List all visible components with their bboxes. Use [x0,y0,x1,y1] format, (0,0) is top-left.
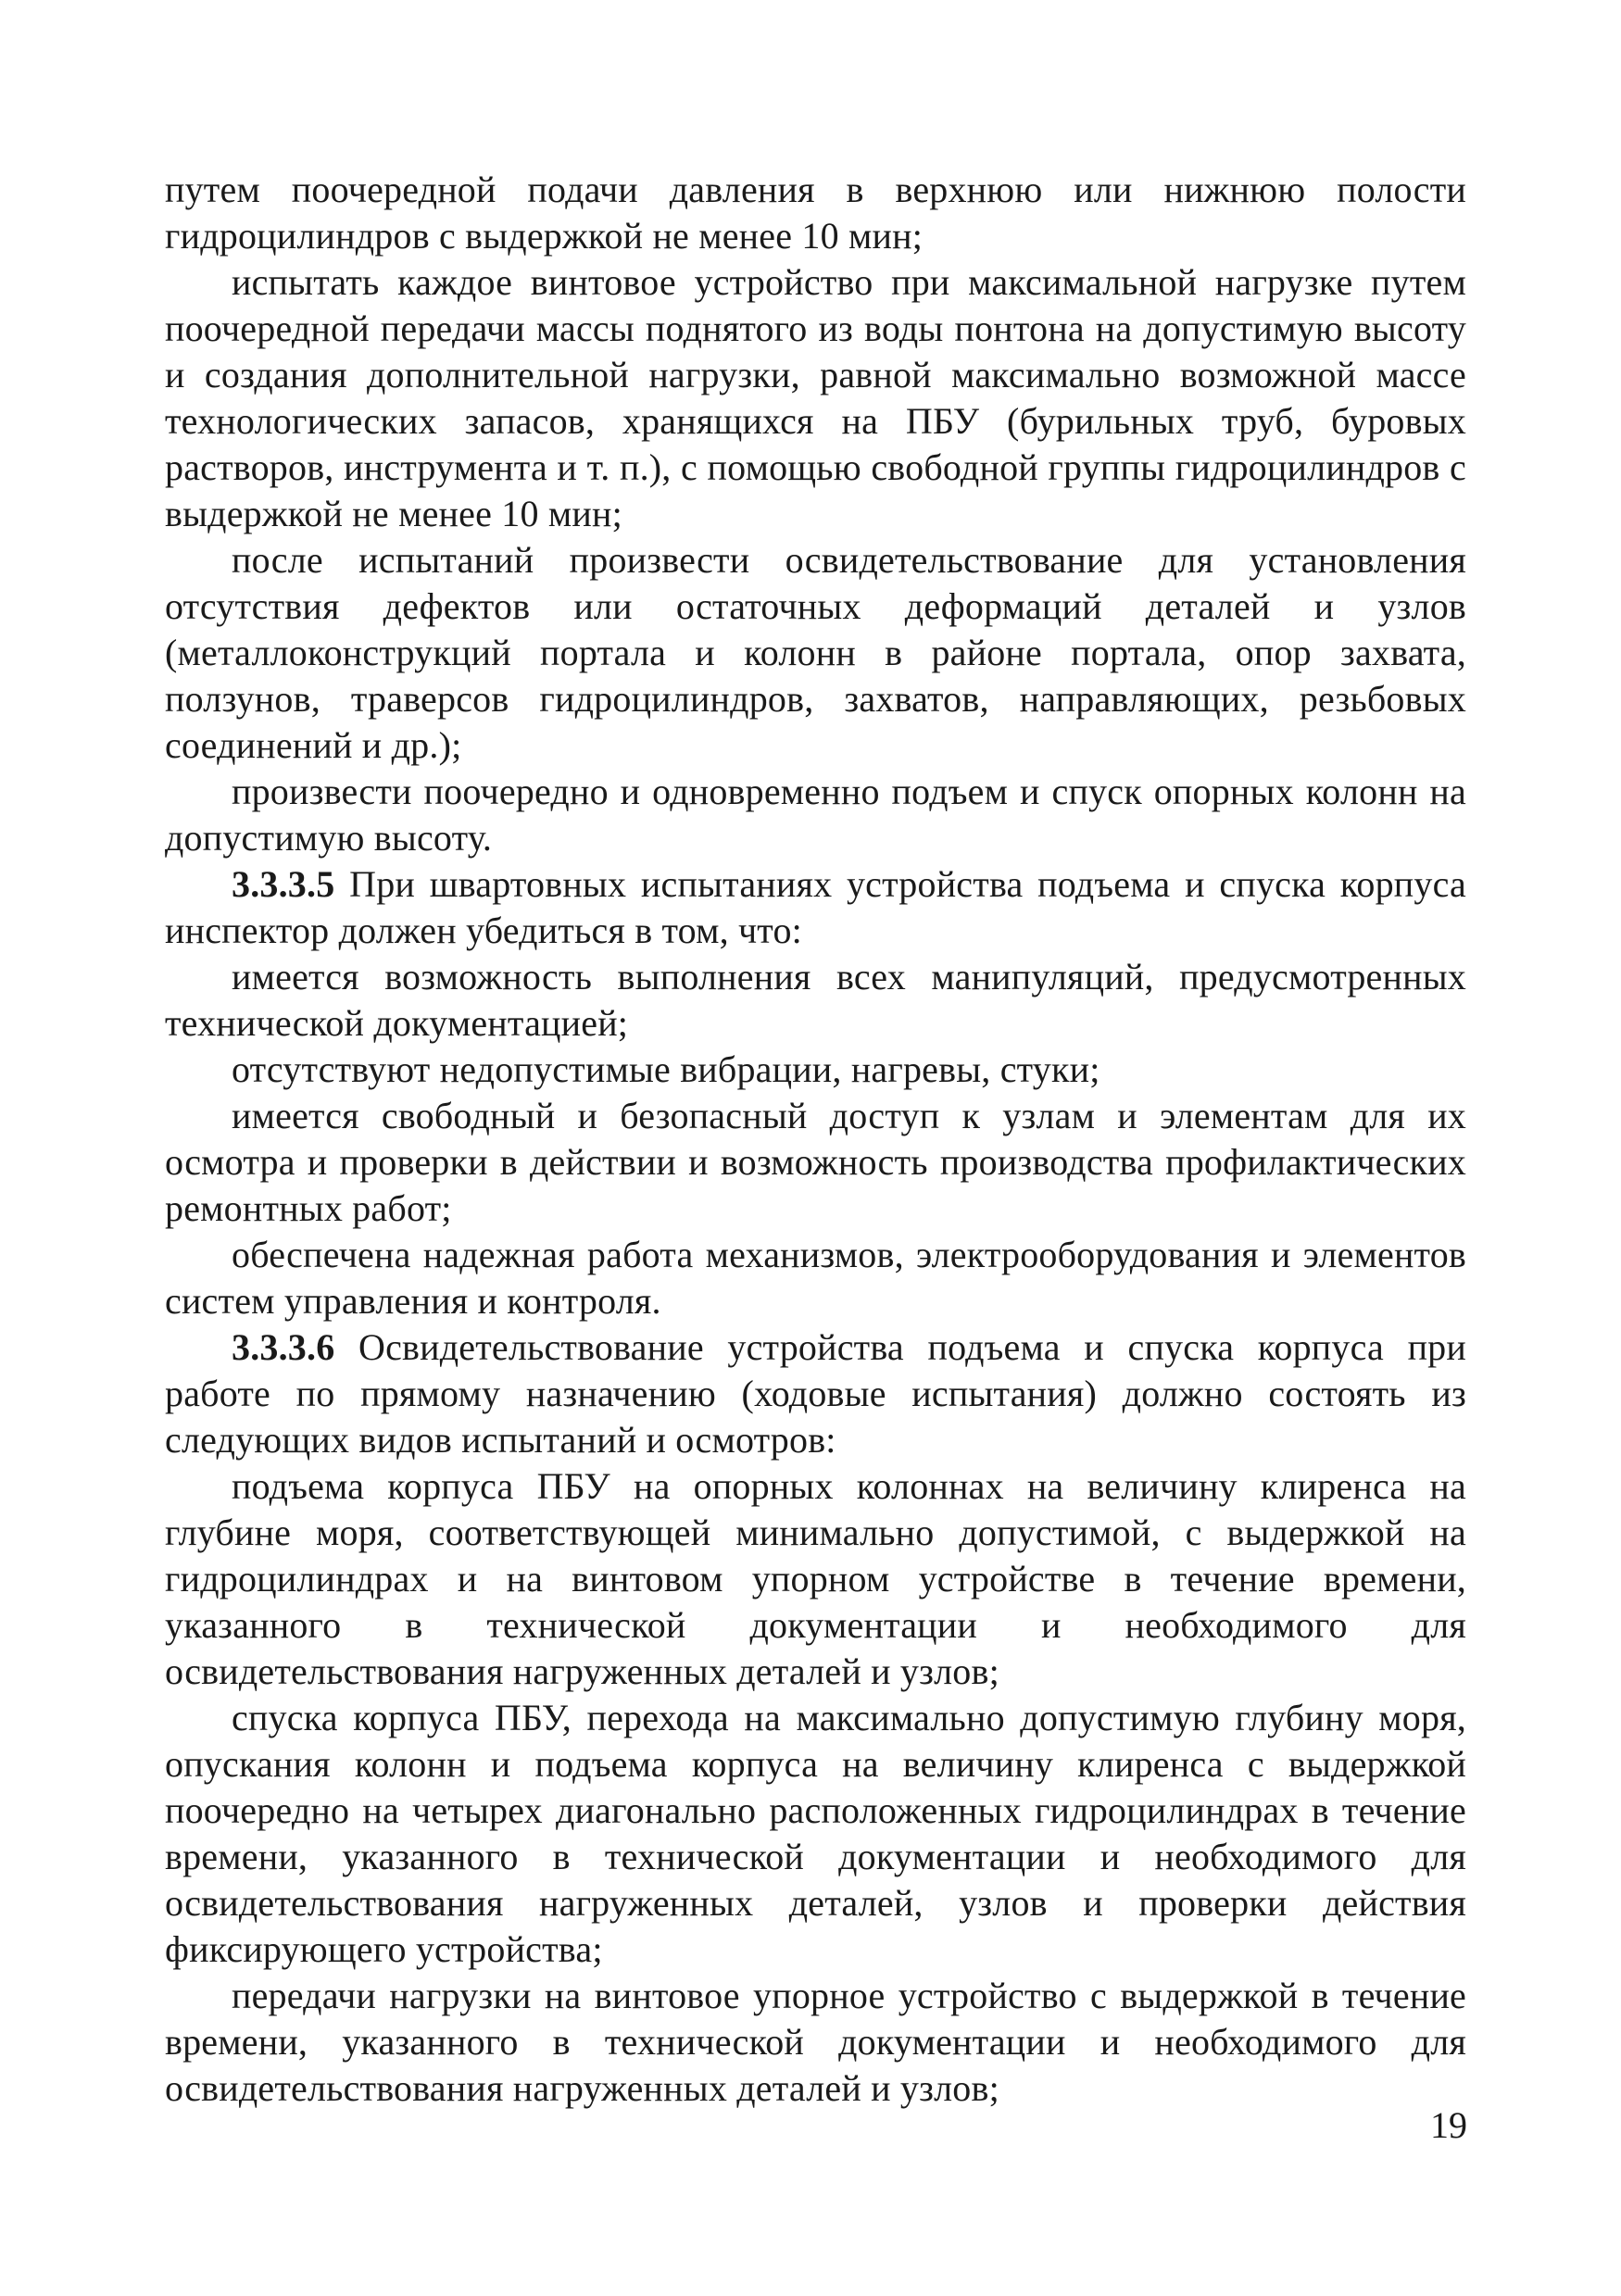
clause-number: 3.3.3.5 [232,863,335,905]
paragraph-text: При швартовных испытаниях устройства подъема и спуска корпуса инспектор должен убедиться в том, что: [165,863,1466,951]
paragraph-7 [165,1047,1466,1093]
paragraph-text: отсутствуют недопустимые вибрации, нагревы, стуки; [232,1048,1100,1090]
page-number: 19 [1430,2104,1467,2146]
paragraph-4 [165,769,1466,861]
paragraph-text: произвести поочередно и одновременно подъем и спуск опорных колонн на допустимую высоту. [165,771,1466,859]
paragraph-text: обеспечена надежная работа механизмов, электрооборудования и элементов систем управления и контроля. [165,1234,1466,1322]
paragraph-text: после испытаний произвести освидетельствование для установления отсутствия дефектов или остаточных деформаций деталей и узлов (металлоконструкций портала и колонн в районе портала, опор захвата, ползунов, траверсов гидроцилиндров, захватов, направляющих, резьбовых соединений и др.); [165,539,1466,766]
page-body [165,167,1466,2112]
paragraph-9 [165,1232,1466,1324]
paragraph-6 [165,954,1466,1047]
paragraph-text: Освидетельствование устройства подъема и спуска корпуса при работе по прямому назначению (ходовые испытания) должно состоять из следующих видов испытаний и осмотров: [165,1326,1466,1461]
paragraph-text: спуска корпуса ПБУ, перехода на максимально допустимую глубину моря, опускания колонн и подъема корпуса на величину клиренса с выдержкой поочередно на четырех диагонально расположенных гидроцилиндрах в течение времени, указанного в технической документации и необходимого для освидетельствования нагруженных деталей, узлов и проверки действия фиксирующего устройства; [165,1697,1466,1970]
paragraph-text: имеется свободный и безопасный доступ к узлам и элементам для их осмотра и проверки в действии и возможность производства профилактических ремонтных работ; [165,1095,1466,1229]
paragraph-text: испытать каждое винтовое устройство при максимальной нагрузке путем поочередной передачи массы поднятого из воды понтона на допустимую высоту и создания дополнительной нагрузки, равной максимально возможной массе технологических запасов, хранящихся на ПБУ (бурильных труб, буровых растворов, инструмента и т. п.), с помощью свободной группы гидроцилиндров с выдержкой не менее 10 мин; [165,261,1466,534]
paragraph-3 [165,537,1466,769]
paragraph-text: передачи нагрузки на винтовое упорное устройство с выдержкой в течение времени, указанного в технической документации и необходимого для освидетельствования нагруженных деталей и узлов; [165,1975,1466,2109]
paragraph-3-3-3-5 [165,861,1466,954]
paragraph-12 [165,1695,1466,1973]
clause-number: 3.3.3.6 [232,1326,335,1368]
paragraph-text: имеется возможность выполнения всех манипуляций, предусмотренных технической документацией; [165,956,1466,1044]
paragraph-2 [165,259,1466,537]
paragraph-13 [165,1973,1466,2112]
paragraph-text: подъема корпуса ПБУ на опорных колоннах на величину клиренса на глубине моря, соответствующей минимально допустимой, с выдержкой на гидроцилиндрах и на винтовом упорном устройстве в течение времени, указанного в технической документации и необходимого для освидетельствования нагруженных деталей и узлов; [165,1465,1466,1692]
paragraph-11 [165,1463,1466,1695]
paragraph-text: путем поочередной подачи давления в верхнюю или нижнюю полости гидроцилиндров с выдержкой не менее 10 мин; [165,169,1466,257]
paragraph-3-3-3-6 [165,1324,1466,1463]
paragraph-8 [165,1093,1466,1232]
paragraph-1 [165,167,1466,259]
